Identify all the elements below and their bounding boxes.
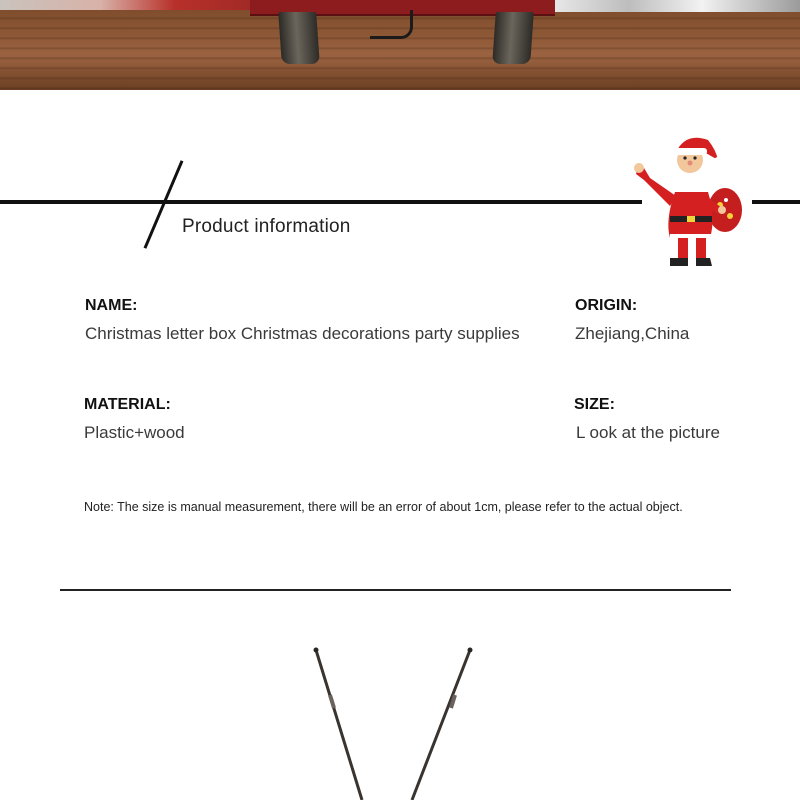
photo-background-right bbox=[555, 0, 800, 12]
measurement-note: Note: The size is manual measurement, there will be an error of about 1cm, please refer to the actual object. bbox=[84, 500, 683, 514]
origin-label: ORIGIN: bbox=[575, 297, 638, 314]
letter-box-leg-left bbox=[278, 12, 320, 64]
name-value: Christmas letter box Christmas decorations party supplies bbox=[85, 324, 520, 343]
material-label: MATERIAL: bbox=[84, 396, 171, 413]
section-divider bbox=[60, 589, 731, 591]
name-label: NAME: bbox=[85, 297, 138, 314]
header-rule-left bbox=[0, 200, 642, 204]
header-slash bbox=[144, 160, 184, 249]
header-rule-right bbox=[752, 200, 800, 204]
photo-background-left bbox=[0, 0, 250, 10]
section-title: Product information bbox=[182, 216, 351, 237]
antenna-icon bbox=[300, 640, 500, 800]
photo-shadow bbox=[0, 62, 800, 90]
santa-claus-icon bbox=[630, 130, 745, 272]
product-photo-strip bbox=[0, 0, 800, 90]
size-label: SIZE: bbox=[574, 396, 615, 413]
size-value: L ook at the picture bbox=[576, 423, 720, 442]
material-value: Plastic+wood bbox=[84, 423, 185, 442]
origin-value: Zhejiang,China bbox=[575, 324, 690, 343]
letter-box-leg-right bbox=[492, 12, 534, 64]
power-wire bbox=[370, 10, 413, 39]
